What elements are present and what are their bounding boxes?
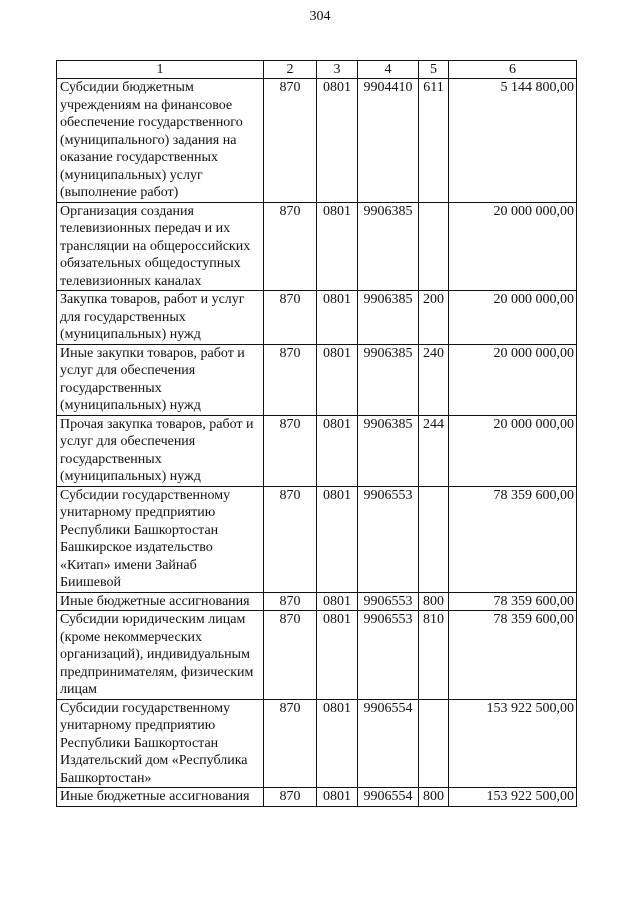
ministry-code-cell: 870 bbox=[264, 611, 317, 700]
page-number: 304 bbox=[309, 9, 331, 24]
ministry-code-cell: 870 bbox=[264, 415, 317, 486]
amount-cell: 78 359 600,00 bbox=[449, 611, 577, 700]
amount-cell: 78 359 600,00 bbox=[449, 486, 577, 592]
target-article-cell: 9906554 bbox=[358, 788, 419, 807]
column-header: 5 bbox=[419, 61, 449, 79]
section-code-cell: 0801 bbox=[317, 79, 358, 203]
amount-cell: 153 922 500,00 bbox=[449, 788, 577, 807]
row-name-cell: Иные закупки товаров, работ и услуг для обеспечения государственных (муниципальных) нужд bbox=[57, 344, 264, 415]
row-name-cell: Субсидии государственному унитарному предприятию Республики Башкортостан Издательский дом «Республика Башкортостан» bbox=[57, 699, 264, 788]
target-article-cell: 9904410 bbox=[358, 79, 419, 203]
section-code-cell: 0801 bbox=[317, 415, 358, 486]
column-header: 2 bbox=[264, 61, 317, 79]
table-row bbox=[57, 592, 577, 611]
section-code-cell: 0801 bbox=[317, 699, 358, 788]
column-header: 3 bbox=[317, 61, 358, 79]
table-row bbox=[57, 79, 577, 203]
section-code-cell: 0801 bbox=[317, 788, 358, 807]
amount-cell: 20 000 000,00 bbox=[449, 202, 577, 291]
row-name-cell: Субсидии бюджетным учреждениям на финансовое обеспечение государственного (муниципального) задания на оказание государственных (муниципальных) услуг (выполнение работ) bbox=[57, 79, 264, 203]
table-row bbox=[57, 788, 577, 807]
amount-cell: 20 000 000,00 bbox=[449, 291, 577, 345]
ministry-code-cell: 870 bbox=[264, 291, 317, 345]
table-row bbox=[57, 611, 577, 700]
section-code-cell: 0801 bbox=[317, 486, 358, 592]
section-code-cell: 0801 bbox=[317, 291, 358, 345]
column-header: 4 bbox=[358, 61, 419, 79]
table-row bbox=[57, 699, 577, 788]
target-article-cell: 9906554 bbox=[358, 699, 419, 788]
row-name-cell: Закупка товаров, работ и услуг для государственных (муниципальных) нужд bbox=[57, 291, 264, 345]
amount-cell: 78 359 600,00 bbox=[449, 592, 577, 611]
target-article-cell: 9906385 bbox=[358, 415, 419, 486]
table-header-row bbox=[57, 61, 577, 79]
row-name-cell: Субсидии государственному унитарному предприятию Республики Башкортостан Башкирское издательство «Китап» имени Зайнаб Биишевой bbox=[57, 486, 264, 592]
expense-type-cell bbox=[419, 699, 449, 788]
section-code-cell: 0801 bbox=[317, 611, 358, 700]
amount-cell: 20 000 000,00 bbox=[449, 344, 577, 415]
expense-type-cell: 611 bbox=[419, 79, 449, 203]
table-body bbox=[57, 79, 577, 807]
expense-type-cell: 240 bbox=[419, 344, 449, 415]
expense-type-cell bbox=[419, 486, 449, 592]
target-article-cell: 9906553 bbox=[358, 486, 419, 592]
expense-type-cell: 800 bbox=[419, 592, 449, 611]
amount-cell: 20 000 000,00 bbox=[449, 415, 577, 486]
table-row bbox=[57, 415, 577, 486]
target-article-cell: 9906553 bbox=[358, 611, 419, 700]
expense-type-cell: 244 bbox=[419, 415, 449, 486]
amount-cell: 153 922 500,00 bbox=[449, 699, 577, 788]
expense-type-cell bbox=[419, 202, 449, 291]
expense-type-cell: 200 bbox=[419, 291, 449, 345]
table-row bbox=[57, 202, 577, 291]
row-name-cell: Прочая закупка товаров, работ и услуг для обеспечения государственных (муниципальных) нужд bbox=[57, 415, 264, 486]
table-row bbox=[57, 344, 577, 415]
target-article-cell: 9906553 bbox=[358, 592, 419, 611]
amount-cell: 5 144 800,00 bbox=[449, 79, 577, 203]
section-code-cell: 0801 bbox=[317, 344, 358, 415]
budget-table bbox=[56, 60, 577, 807]
table-row bbox=[57, 291, 577, 345]
ministry-code-cell: 870 bbox=[264, 788, 317, 807]
target-article-cell: 9906385 bbox=[358, 344, 419, 415]
ministry-code-cell: 870 bbox=[264, 592, 317, 611]
column-header: 1 bbox=[57, 61, 264, 79]
target-article-cell: 9906385 bbox=[358, 202, 419, 291]
ministry-code-cell: 870 bbox=[264, 202, 317, 291]
ministry-code-cell: 870 bbox=[264, 486, 317, 592]
ministry-code-cell: 870 bbox=[264, 699, 317, 788]
expense-type-cell: 800 bbox=[419, 788, 449, 807]
ministry-code-cell: 870 bbox=[264, 79, 317, 203]
target-article-cell: 9906385 bbox=[358, 291, 419, 345]
section-code-cell: 0801 bbox=[317, 202, 358, 291]
row-name-cell: Организация создания телевизионных передач и их трансляции на общероссийских обязательных общедоступных телевизионных каналах bbox=[57, 202, 264, 291]
row-name-cell: Иные бюджетные ассигнования bbox=[57, 592, 264, 611]
row-name-cell: Субсидии юридическим лицам (кроме некоммерческих организаций), индивидуальным предпринимателям, физическим лицам bbox=[57, 611, 264, 700]
expense-type-cell: 810 bbox=[419, 611, 449, 700]
ministry-code-cell: 870 bbox=[264, 344, 317, 415]
column-header: 6 bbox=[449, 61, 577, 79]
row-name-cell: Иные бюджетные ассигнования bbox=[57, 788, 264, 807]
table-row bbox=[57, 486, 577, 592]
section-code-cell: 0801 bbox=[317, 592, 358, 611]
